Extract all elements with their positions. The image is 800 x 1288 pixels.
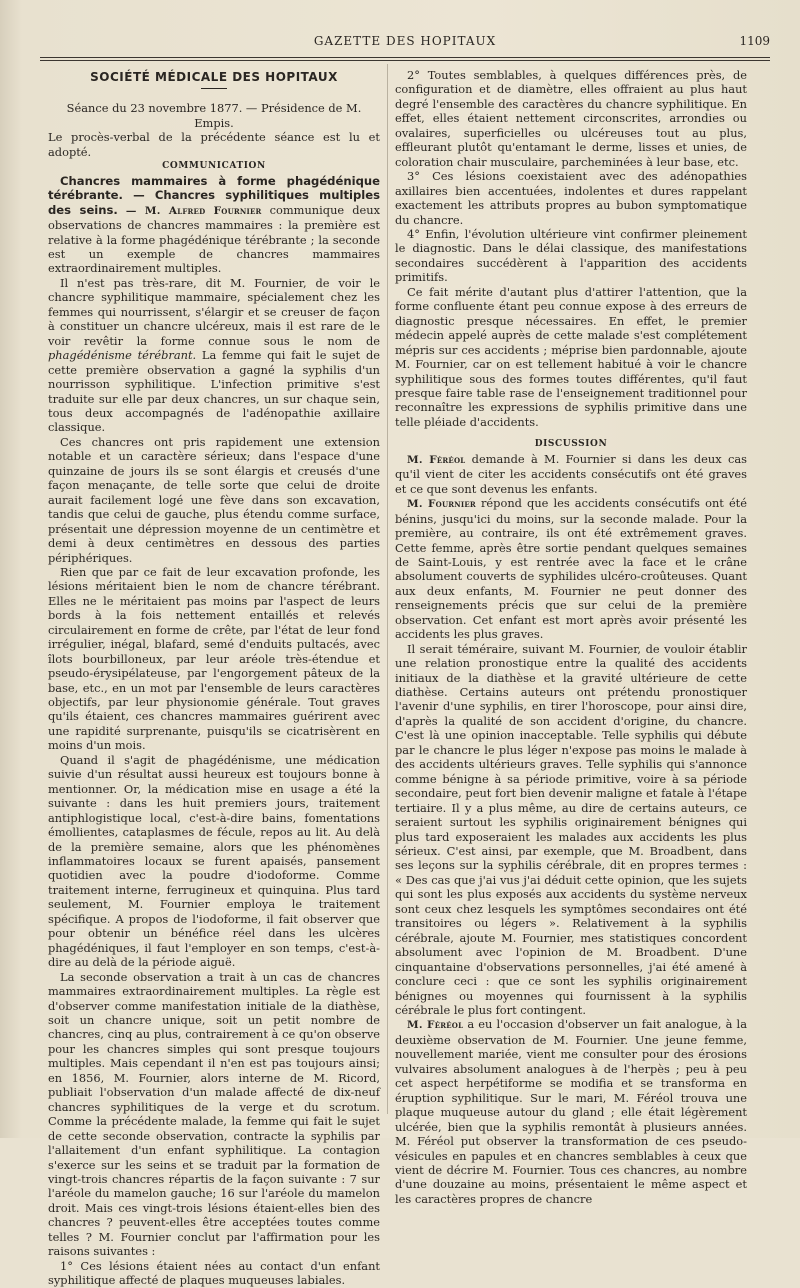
paragraph — [48, 276, 380, 435]
speaker-name: M. Féréol — [407, 453, 466, 466]
communication-author: — M. Alfred Fournier — [125, 204, 262, 217]
header-rule — [40, 57, 770, 58]
paragraph: 2° Toutes semblables, à quelques différences près, de configuration et de diamètre, elles offraient au plus haut degré l'ensemble des caractères du chancre syphilitique. En effet, elles étaient nettement circonscrites, arrondies ou ovalaires, superficielles ou ulcéreuses tout au plus, effleurant plutôt qu'entamant le derme, lisses et unies, de coloration chair musculaire, parcheminées à leur base, etc. — [395, 68, 747, 169]
paragraph: La seconde observation a trait à un cas de chancres mammaires extraordinairement multiples. La règle est d'observer comme manifestation initiale de la diathèse, soit un chancre unique, soit un petit nombre de chancres, cinq au plus, contrairement à ce qu'on observe pour les chancres simples qui sont presque toujours multiples. Mais cependant il n'en est pas toujours ainsi; en 1856, M. Fournier, alors interne de M. Ricord, publiait l'observation d'un malade affecté de dix-neuf chancres syphilitiques de la verge et du scrotum. Comme la précédente malade, la femme qui fait le sujet de cette seconde observation, contracte la syphilis par l'allaitement d'un enfant syphilitique. La contagion s'exerce sur les seins et se traduit par la formation de vingt-trois chancres répartis de la façon suivante : 7 sur l'aréole du mamelon gauche; 16 sur l'aréole du mamelon droit. Mais ces vingt-trois lésions étaient-elles bien des chancres ? peuvent-elles être acceptées toutes comme telles ? M. Fournier conclut par l'affirmation pour les raisons suivantes : — [48, 969, 380, 1259]
paragraph-text: Il n'est pas très-rare, dit M. Fournier, de voir le chancre syphilitique mammaire, spécialement chez les femmes qui nourrissent, s'élargir et se creuser de façon à constituer un chancre ulcéreux, mais il est rare de le voir revêtir la forme connue sous le nom de — [48, 275, 380, 348]
communication-intro: communique deux observations de chancres mammaires : la première est relative à la forme phagédénique térébrante ; la seconde est un exemple de chancres mammaires extraordinairement multiples. — [48, 202, 381, 276]
communication-heading-paragraph — [48, 174, 380, 276]
italic-term: phagédénisme térébrant. — [48, 348, 197, 363]
discussion-paragraph — [395, 1017, 747, 1206]
column-divider — [387, 64, 388, 1114]
paragraph: Rien que par ce fait de leur excavation profonde, les lésions méritaient bien le nom de chancre térébrant. Elles ne le méritaient pas moins par l'aspect de leurs bords à la fois nettement entaillés et relevés circulairement en forme de crête, par l'état de leur fond irrégulier, inégal, blafard, semé d'enduits pultacés, avec îlots bourbilloneux, par leur aréole très-étendue et pseudo-érysipélateuse, par l'engorgement pâteux de la base, etc., en un mot par l'ensemble de leurs caractères objectifs, par leur physionomie générale. Tout graves qu'ils étaient, ces chancres mammaires guérirent avec une rapidité surprenante, puisqu'ils se cicatrisèrent en moins d'un mois. — [48, 564, 380, 753]
paragraph: Ces chancres ont pris rapidement une extension notable et un caractère sérieux; dans l'espace d'une quinzaine de jours ils se sont élargis et creusés d'une façon menaçante, de telle sorte que celui de droite aurait facilement logé une fève dans son excavation, tandis que celui de gauche, plus étendu comme surface, présentait une dépression moyenne de un centimètre et demi à deux centimètres en dessous des parties périphériques. — [48, 434, 380, 565]
paragraph: 3° Ces lésions coexistaient avec des adénopathies axillaires bien accentuées, indolentes et dures rappelant exactement les attributs propres au bubon symptomatique du chancre. — [395, 169, 747, 227]
paragraph: 4° Enfin, l'évolution ultérieure vint confirmer pleinement le diagnostic. Dans le délai classique, des manifestations secondaires succédèrent à l'apparition des accidents primitifs. — [395, 226, 747, 285]
paragraph-text: répond que les accidents consécutifs ont été bénins, jusqu'ici du moins, sur la seconde malade. Pour la première, au contraire, ils ont été extrêmement graves. Cette femme, après être sortie pendant quelques semaines de Saint-Louis, y est rentrée avec la face et le crâne absolument couverts de syphilides ulcéro-croûteuses. Quant aux deux enfants, M. Fournier ne peut donner des renseignements précis que sur celui de la première observation. Cet enfant est mort après avoir présenté les accidents les plus graves. — [395, 496, 747, 642]
discussion-paragraph — [395, 496, 747, 642]
society-title: SOCIÉTÉ MÉDICALE DES HOPITAUX — [90, 70, 338, 84]
communication-title: Chancres mammaires à forme phagédénique térébrante. — Chancres syphilitiques multiples des seins. — [48, 173, 380, 217]
discussion-paragraph — [395, 452, 747, 496]
right-column — [395, 68, 747, 1206]
left-column — [48, 68, 380, 1288]
paragraph: Il serait téméraire, suivant M. Fournier, de vouloir établir une relation pronostique entre la qualité des accidents initiaux de la diathèse et la gravité ultérieure de cette diathèse. Certains auteurs ont prétendu pronostiquer l'avenir d'une syphilis, en tirer l'horoscope, pour ainsi dire, d'après la qualité de son accident d'origine, du chancre. C'est là une opinion inacceptable. Telle syphilis qui débute par le chancre le plus léger n'expose pas moins le malade à des accidents ultérieurs graves. Telle syphilis qui s'annonce comme bénigne à sa période primitive, voire à sa période secondaire, peut fort bien devenir maligne et fatale à l'étape tertiaire. Il y a plus même, au dire de certains auteurs, ce seraient surtout les syphilis originairement bénignes qui plus tard exposeraient les malades aux accidents les plus sérieux. C'est ainsi, par exemple, que M. Broadbent, dans ses leçons sur la syphilis cérébrale, dit en propres termes : « Des cas que j'ai vus j'ai déduit cette opinion, que les sujets qui sont les plus exposés aux accidents du système nerveux sont ceux chez lesquels les symptômes secondaires ont été transitoires ou légers ». Relativement à la syphilis cérébrale, ajoute M. Fournier, mes statistiques concordent absolument avec l'opinion de M. Broadbent. D'une cinquantaine d'observations personnelles, j'ai été amené à conclure ceci : que ce sont les syphilis originairement bénignes ou moyennes qui fournissent à la syphilis cérébrale le plus fort contingent. — [395, 641, 747, 1017]
paragraph: Ce fait mérite d'autant plus d'attirer l'attention, que la forme confluente étant peu connue expose à des erreurs de diagnostic presque nécessaires. En effet, le premier médecin appelé auprès de cette malade s'est complétement mépris sur ces accidents ; méprise bien pardonnable, ajoute M. Fournier, car on est tellement habitué à voir le chancre syphilitique sous des formes toutes différentes, qu'il faut presque faire table rase de l'enseignement traditionnel pour reconnaître les expressions de syphilis primitive dans une telle pléiade d'accidents. — [395, 284, 747, 429]
section-communication: COMMUNICATION — [162, 161, 266, 172]
speaker-name: M. Féréol — [407, 1019, 464, 1032]
meeting-line: Séance du 23 novembre 1877. — Présidence de M. Empis. — [66, 101, 362, 130]
page-number: 1109 — [739, 34, 770, 48]
minutes-adopted: Le procès-verbal de la précédente séance est lu et adopté. — [48, 130, 380, 159]
paragraph: 1° Ces lésions étaient nées au contact d'un enfant syphilitique affecté de plaques muqueuses labiales. — [48, 1258, 380, 1288]
header-rule-double — [40, 60, 770, 61]
section-discussion: DISCUSSION — [534, 439, 608, 450]
speaker-name: M. Fournier — [407, 498, 476, 511]
paragraph-text: a eu l'occasion d'observer un fait analogue, à la deuxième observation de M. Fournier. Une jeune femme, nouvellement mariée, vient me consulter pour des érosions vulvaires absolument analogues à de l'herpès ; peu à peu cet aspect herpétiforme se modifia et se transforma en éruption syphilitique. Sur le mari, M. Féréol trouva une plaque muqueuse autour du gland ; elle était légèrement ulcérée, bien que la syphilis remontât à plusieurs années. M. Féréol put observer la transformation de ces pseudo-vésicules en papules et en chancres semblables à ceux que vient de décrire M. Fournier. Tous ces chancres, au nombre d'une douzaine au moins, présentaient le même aspect et les caractères propres de chancre — [395, 1017, 747, 1206]
journal-title: GAZETTE DES HOPITAUX — [313, 34, 497, 48]
paragraph-text: La femme qui fait le sujet de cette première observation a gagné la syphilis d'un nourrisson syphilitique. L'infection primitive s'est traduite sur elle par deux chancres, un sur chaque sein, tous deux accompagnés de l'adénopathie axillaire classique. — [48, 348, 380, 435]
running-header — [40, 30, 770, 54]
paragraph-text: demande à M. Fournier si dans les deux cas qu'il vient de citer les accidents consécutifs ont été graves et ce que sont devenus les enfants. — [395, 451, 747, 496]
title-bar — [201, 88, 227, 89]
paragraph: Quand il s'agit de phagédénisme, une médication suivie d'un résultat aussi heureux est toujours bonne à mentionner. Or, la médication mise en usage a été la suivante : dans les huit premiers jours, traitement antiphlogistique local, c'est-à-dire bains, fomentations émollientes, cataplasmes de fécule, repos au lit. Au delà de la première semaine, alors que les phénomènes inflammatoires locaux se furent apaisés, pansement quotidien avec la poudre d'iodoforme. Comme traitement interne, ferrugineux et quinquina. Plus tard seulement, M. Fournier employa le traitement spécifique. A propos de l'iodoforme, il fait observer que pour obtenir un bénéfice réel dans les ulcères phagédéniques, il faut l'employer en son temps, c'est-à-dire au delà de la période aiguë. — [48, 752, 380, 970]
